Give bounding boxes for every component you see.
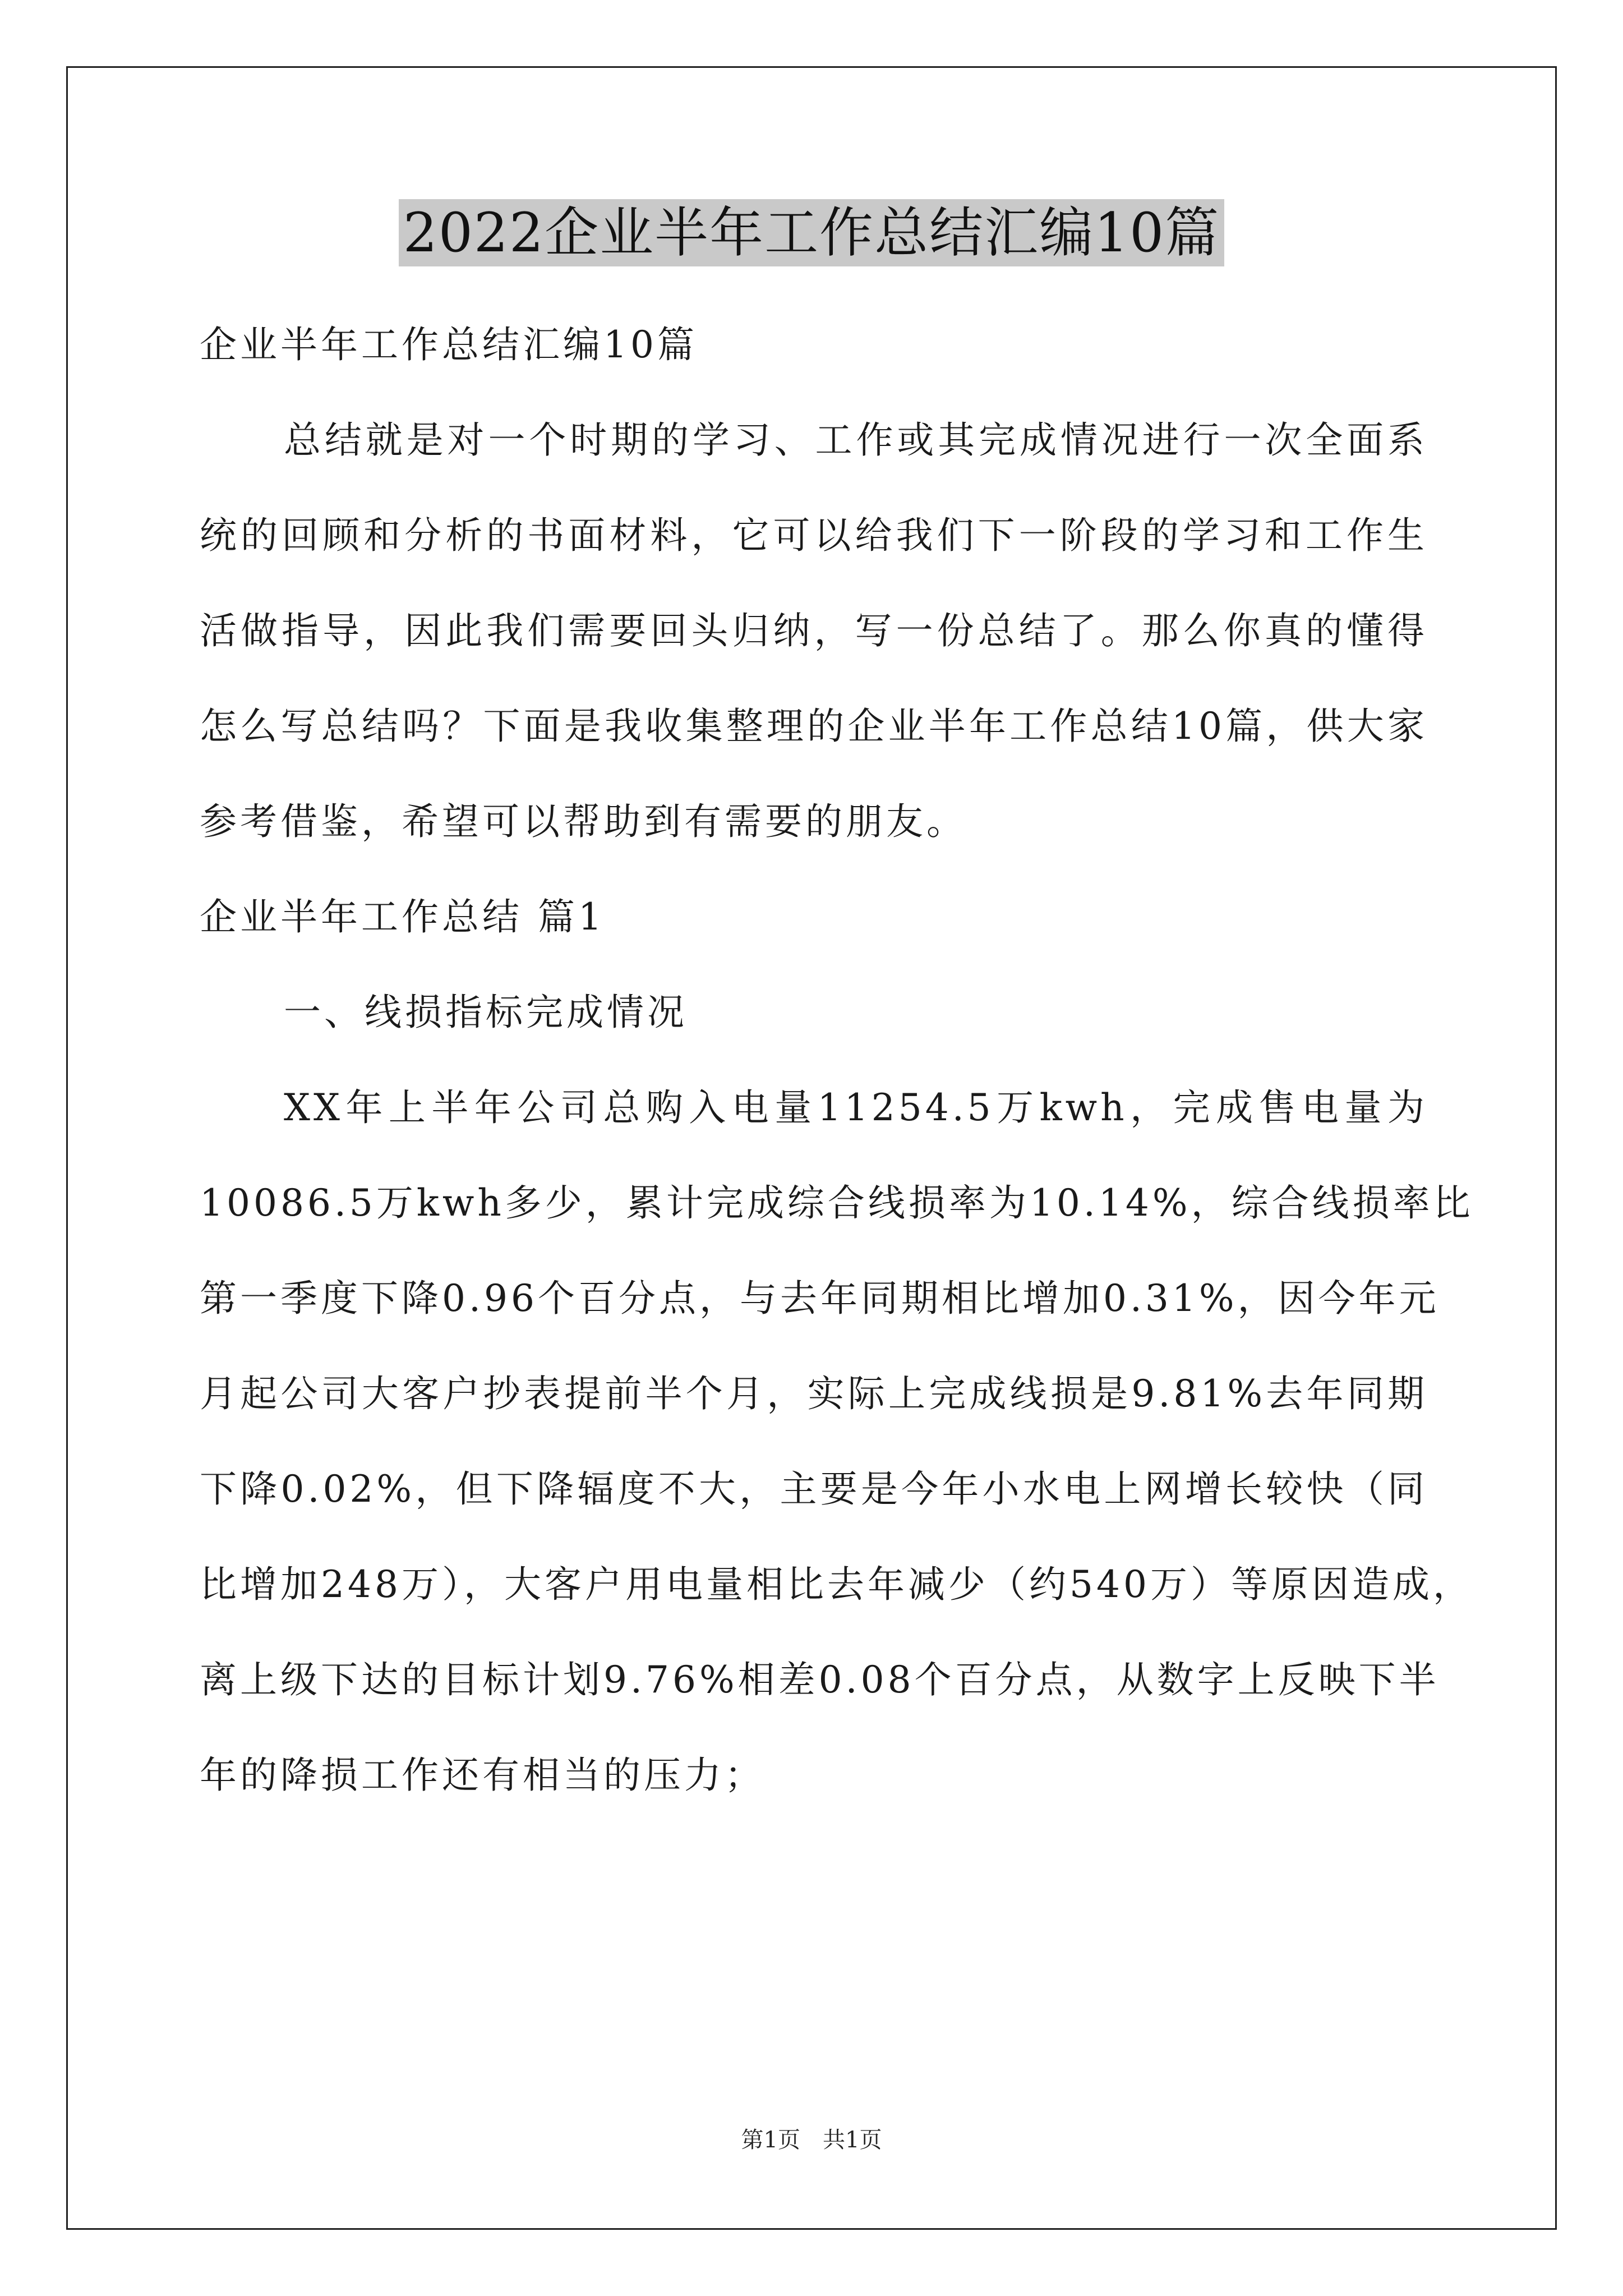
document-title: 2022企业半年工作总结汇编10篇 (399, 199, 1224, 266)
paragraph-line: 怎么写总结吗？下面是我收集整理的企业半年工作总结10篇，供大家 (200, 705, 1428, 748)
paragraph-line: 参考借鉴，希望可以帮助到有需要的朋友。 (200, 800, 967, 843)
paragraph-line: 第一季度下降0.96个百分点，与去年同期相比增加0.31%，因今年元 (200, 1277, 1440, 1320)
paragraph-line: 下降0.02%，但下降辐度不大，主要是今年小水电上网增长较快（同 (200, 1467, 1428, 1511)
subsection-heading: 一、线损指标完成情况 (284, 991, 688, 1034)
paragraph-line: XX年上半年公司总购入电量11254.5万kwh，完成售电量为 (284, 1086, 1428, 1129)
paragraph-line: 月起公司大客户抄表提前半个月，实际上完成线损是9.81%去年同期 (200, 1372, 1428, 1415)
paragraph-line: 活做指导，因此我们需要回头归纳，写一份总结了。那么你真的懂得 (200, 609, 1428, 652)
paragraph-line: 离上级下达的目标计划9.76%相差0.08个百分点，从数字上反映下半 (200, 1658, 1440, 1701)
paragraph-line: 比增加248万），大客户用电量相比去年减少（约540万）等原因造成， (200, 1563, 1473, 1606)
paragraph-line: 总结就是对一个时期的学习、工作或其完成情况进行一次全面系 (284, 418, 1428, 462)
paragraph-line: 统的回顾和分析的书面材料，它可以给我们下一阶段的学习和工作生 (200, 514, 1428, 557)
title-container (0, 199, 1623, 266)
page-border (66, 66, 1557, 2230)
page-footer: 第1页 共1页 (741, 2127, 882, 2153)
paragraph-line: 10086.5万kwh多少，累计完成综合线损率为10.14%，综合线损率比 (200, 1181, 1474, 1225)
paragraph-line: 年的降损工作还有相当的压力； (200, 1754, 765, 1797)
section-heading: 企业半年工作总结 篇1 (200, 895, 605, 938)
heading-line: 企业半年工作总结汇编10篇 (200, 323, 698, 366)
